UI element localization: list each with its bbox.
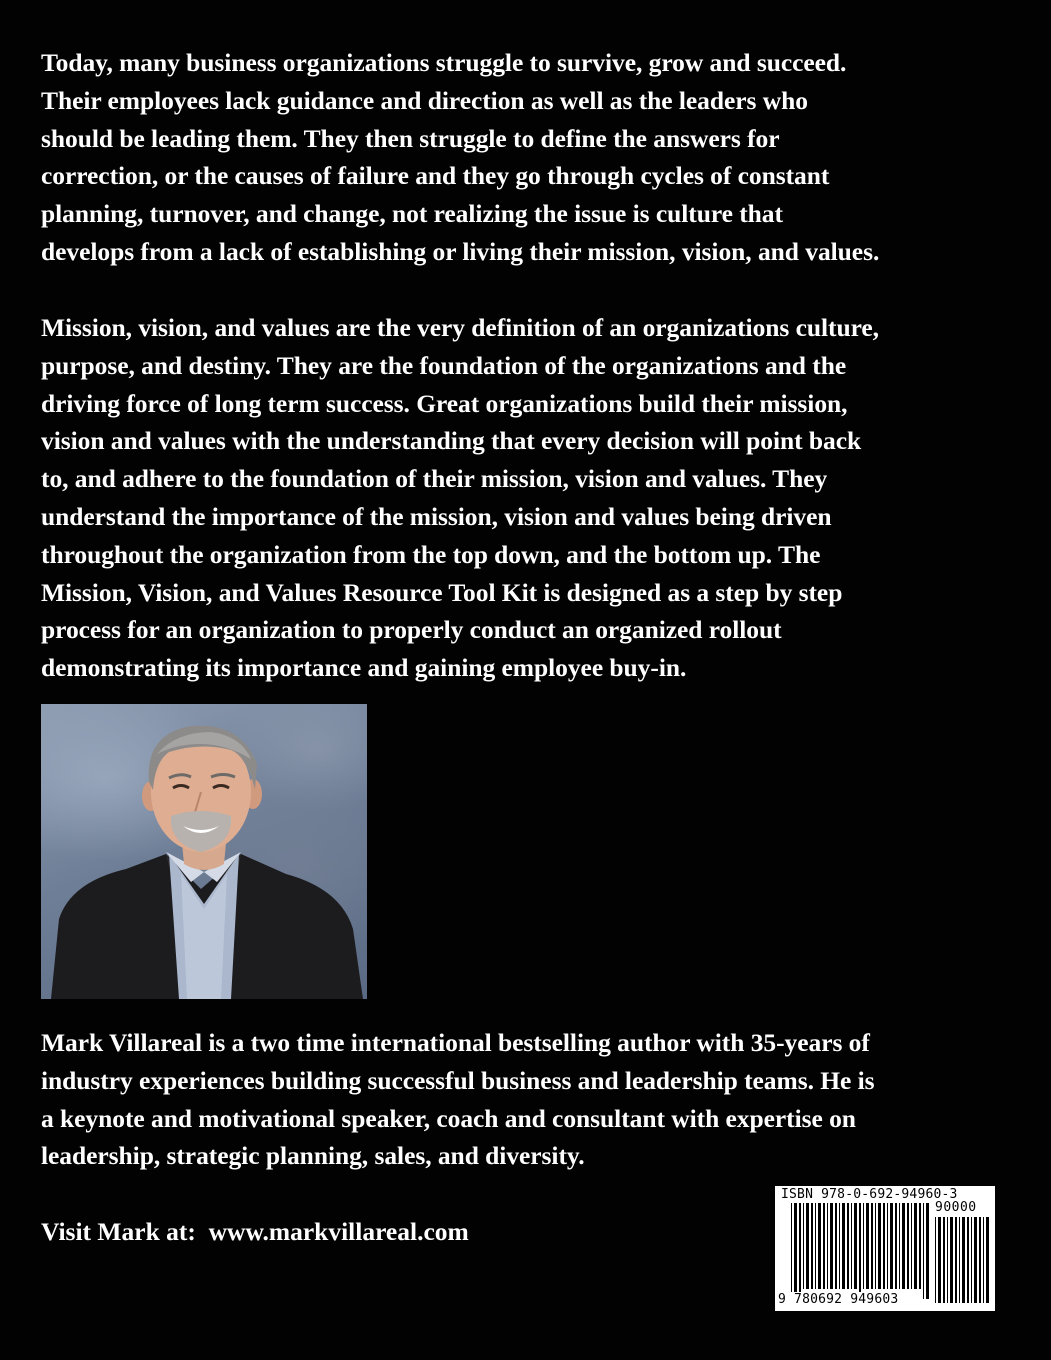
barcode-bar — [902, 1203, 905, 1289]
barcode-bar — [859, 1203, 861, 1299]
isbn-barcode — [775, 1186, 995, 1311]
barcode-bar — [979, 1217, 981, 1303]
barcode-bar — [947, 1217, 948, 1303]
barcode-bar — [871, 1203, 873, 1289]
barcode-bar — [919, 1203, 921, 1289]
barcode-bar — [815, 1203, 816, 1289]
description-paragraph-1: Today, many business organizations struggle to survive, grow and succeed. Their employees lack guidance and direction as well as the leaders who should be leading them. They then struggle to define the answers for correction, or the causes of failure and they go through cycles of constant planning, turnover, and change, not realizing the issue is culture that develops from a lack of establishing or living their mission, vision, and values. — [41, 48, 880, 266]
barcode-bar — [899, 1203, 900, 1289]
author-photo — [41, 704, 367, 999]
barcode-bar — [818, 1203, 821, 1289]
barcode-bar — [791, 1203, 792, 1299]
addon-bars — [935, 1217, 991, 1305]
barcode-bar — [911, 1203, 912, 1289]
barcode-bar — [974, 1217, 977, 1303]
barcode-bar — [866, 1203, 869, 1289]
barcode-bar — [938, 1217, 941, 1303]
barcode-bar — [835, 1203, 837, 1289]
barcode-bar — [854, 1203, 857, 1289]
barcode-bar — [890, 1203, 893, 1289]
barcode-bar — [959, 1217, 960, 1303]
barcode-bar — [935, 1217, 936, 1303]
barcode-bar — [847, 1203, 849, 1289]
author-bio: Mark Villareal is a two time international bestselling author with 35-years of industry experiences building successful business and leadership teams. He is a keynote and motivational speaker, coach and consultant with expertise on leadership, strategic planning, sales, and diversity. — [41, 1028, 875, 1171]
barcode-bar — [955, 1217, 957, 1303]
barcode-bar — [827, 1203, 828, 1289]
barcode-bar — [823, 1203, 825, 1289]
barcode-bar — [967, 1217, 969, 1303]
price-code: 90000 — [935, 1200, 977, 1215]
barcode-bar — [923, 1203, 924, 1299]
barcode-bar — [887, 1203, 888, 1289]
barcode-bar — [907, 1203, 909, 1289]
barcode-bar — [983, 1217, 984, 1303]
barcode-bar — [830, 1203, 833, 1289]
visit-line — [41, 1213, 469, 1251]
barcode-bar — [883, 1203, 885, 1289]
barcode-bar — [842, 1203, 845, 1289]
barcode-bar — [895, 1203, 897, 1289]
description-paragraph-2: Mission, vision, and values are the very definition of an organizations culture, purpose, and destiny. They are the foundation of the organizations and the driving force of long term success. Great organizations build their mission, vision and values with the understanding that every decision will point back to, and adhere to the foundation of their mission, vision and values. They understand the importance of the mission, vision and values being driven throughout the organization from the top down, and the bottom up. The Mission, Vision, and Values Resource Tool Kit is designed as a step by step process for an organization to properly conduct an organized rollout demonstrating its importance and gaining employee buy-in. — [41, 313, 880, 683]
barcode-bar — [971, 1217, 972, 1303]
barcode-bar — [986, 1217, 989, 1303]
ean13-bars — [791, 1203, 929, 1303]
barcode-bar — [943, 1217, 945, 1303]
barcode-bar — [799, 1203, 801, 1299]
barcode-bar — [926, 1203, 929, 1299]
barcode-bar — [806, 1203, 809, 1289]
barcode-bar — [794, 1203, 797, 1299]
barcode-bar — [875, 1203, 876, 1289]
ean-digits: 9 780692 949603 — [778, 1292, 899, 1307]
barcode-bar — [878, 1203, 881, 1289]
barcode-bar — [950, 1217, 953, 1303]
barcode-bar — [803, 1203, 804, 1289]
barcode-bar — [839, 1203, 840, 1289]
barcode-bar — [863, 1203, 864, 1289]
isbn-text: ISBN 978-0-692-94960-3 — [781, 1187, 958, 1202]
barcode-bar — [851, 1203, 852, 1289]
barcode-bar — [962, 1217, 965, 1303]
barcode-bar — [811, 1203, 813, 1289]
author-website-link[interactable]: www.markvillareal.com — [208, 1217, 469, 1246]
barcode-bar — [914, 1203, 917, 1289]
visit-label: Visit Mark at: — [41, 1217, 196, 1246]
